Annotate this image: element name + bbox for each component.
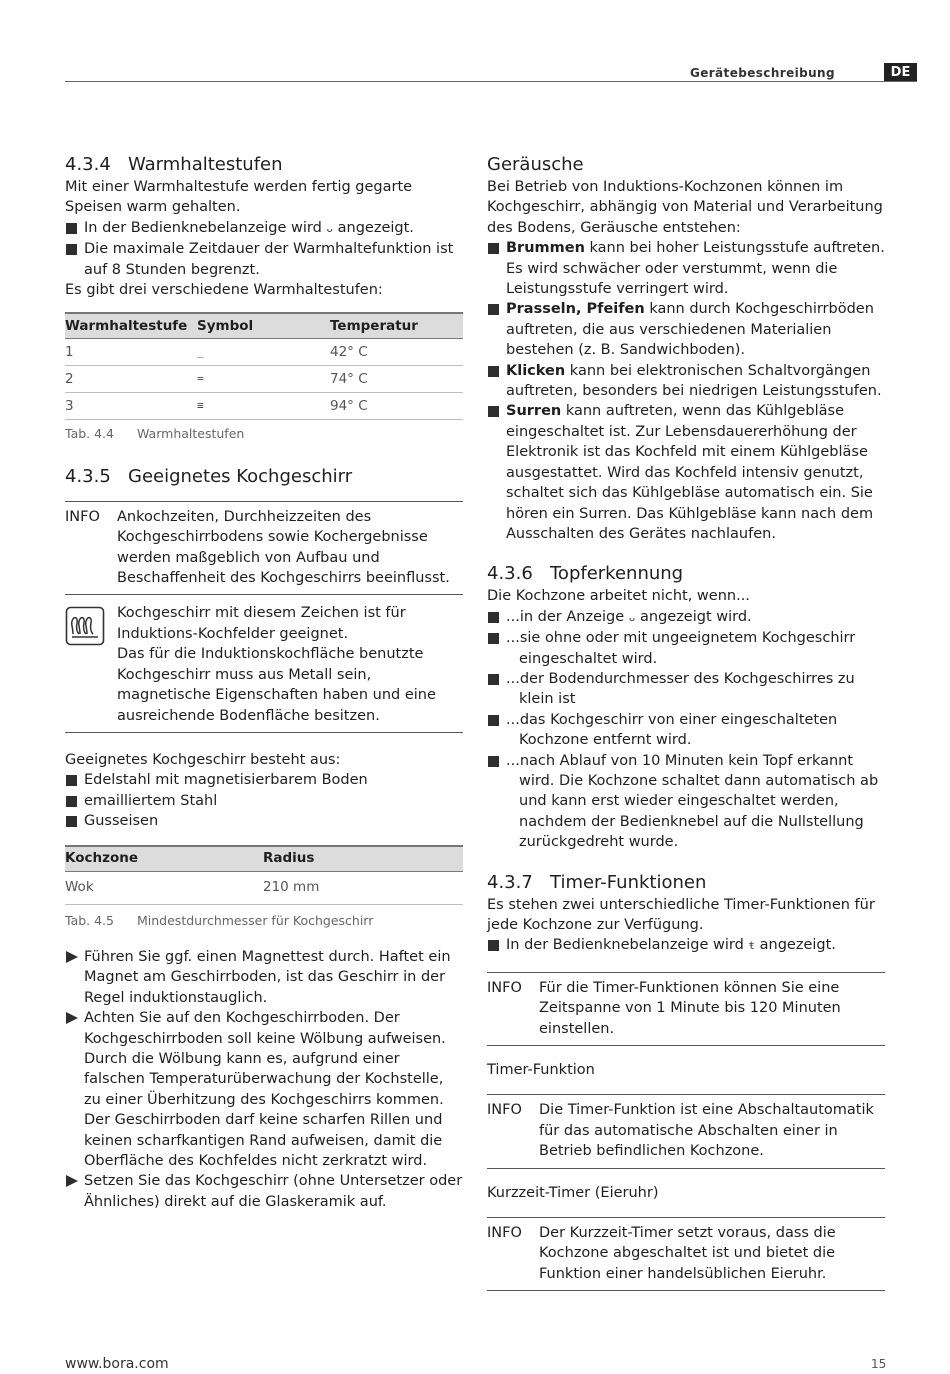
list-item: ...in der Anzeige ᴗ angezeigt wird. — [487, 607, 885, 628]
list-item: Achten Sie auf den Kochgeschirrboden. Der Kochgeschirrboden soll keine Wölbung aufweisen. Durch die Wölbung kann es, aufgrund einer falschen Temperaturüberwachung der Kochstelle, zu einer Überhitzung des Kochgeschirrs kommen. Der Geschirrboden darf keine scharfen Rillen und keinen scharfkantigen Rand aufweisen, damit die Oberfläche des Kochfeldes nicht zerkratzt wird. — [65, 1008, 463, 1171]
list-item: In der Bedienknebelanzeige wird ŧ angezeigt. — [487, 935, 885, 956]
info-box — [487, 972, 885, 1046]
heading-timer-funktionen: 4.3.7 Timer-Funktionen — [487, 871, 707, 893]
warmhalte-symbol-icon: ᴗ — [326, 221, 334, 235]
topferkennung-list — [487, 607, 885, 853]
list-item: ...der Bodendurchmesser des Kochgeschirres zu klein ist — [487, 669, 885, 710]
left-column — [65, 153, 463, 1212]
list-item: ...das Kochgeschirr von einer eingeschalteten Kochzone entfernt wird. — [487, 710, 885, 751]
list-item: Brummen kann bei hoher Leistungsstufe auftreten. Es wird schwächer oder verstummt, wenn die Leistungsstufe verringert wird. — [487, 238, 885, 299]
heading-geraeusche: Geräusche — [487, 154, 584, 175]
table-row: 1 _ 42° C — [65, 339, 463, 366]
table-header: Symbol — [197, 313, 330, 339]
table-row: Wok 210 mm — [65, 871, 463, 904]
warmhalte-outro: Es gibt drei verschiedene Warmhaltestufen: — [65, 282, 383, 299]
material-list — [65, 770, 463, 831]
table-header: Kochzone — [65, 846, 263, 872]
info-label: INFO — [487, 1102, 522, 1119]
subheading-timer-funktion: Timer-Funktion — [487, 1062, 595, 1079]
list-item: emailliertem Stahl — [65, 791, 463, 811]
list-item: Prasseln, Pfeifen kann durch Kochgeschirrböden auftreten, die aus verschiedenen Materialien bestehen (z. B. Sandwichboden). — [487, 299, 885, 360]
list-item: ...sie ohne oder mit ungeeignetem Kochgeschirr eingeschaltet wird. — [487, 628, 885, 669]
timer-bullets — [487, 935, 885, 956]
heading-topferkennung: 4.3.6 Topferkennung — [487, 563, 684, 585]
info-label: INFO — [65, 508, 100, 525]
subheading-kurzzeit-timer: Kurzzeit-Timer (Eieruhr) — [487, 1184, 659, 1201]
timer-intro: Es stehen zwei unterschiedliche Timer-Funktionen für jede Kochzone zur Verfügung. — [487, 896, 875, 933]
topferkennung-intro: Die Kochzone arbeitet nicht, wenn... — [487, 588, 750, 605]
list-item: Surren kann auftreten, wenn das Kühlgebläse eingeschaltet ist. Zur Lebensdauererhöhung der Elektronik ist das Kochfeld mit einem Kühlgebläse ausgestattet. Wird das Kochfeld intensiv genutzt, schaltet sich das Kühlgebläse automatisch ein. Sie hören ein Surren. Das Kühlgebläse kann nach dem Ausschalten des Gerätes nachlaufen. — [487, 401, 885, 544]
noise-list — [487, 238, 885, 544]
pot-detection-icon: ᴗ — [628, 610, 636, 624]
induction-note-text-2: Das für die Induktionskochfläche benutzte Kochgeschirr muss aus Metall sein, magnetische Eigenschaften haben und eine ausreichende Bodenfläche besitzen. — [117, 646, 436, 724]
right-column — [487, 153, 885, 1291]
cookware-consists: Geeignetes Kochgeschirr besteht aus: — [65, 751, 341, 768]
footer-url[interactable]: www.bora.com — [65, 1356, 169, 1372]
info-text: Für die Timer-Funktionen können Sie eine Zeitspanne von 1 Minute bis 120 Minuten einstellen. — [539, 979, 841, 1037]
kochzone-table — [65, 845, 463, 905]
table-row: 3 ≡ 94° C — [65, 393, 463, 420]
header-section-title: Gerätebeschreibung — [689, 66, 835, 80]
induction-note — [65, 598, 463, 732]
instruction-steps — [65, 947, 463, 1212]
info-text: Ankochzeiten, Durchheizzeiten des Kochgeschirrbodens sowie Kochergebnisse werden maßgeblich von Aufbau und Beschaffenheit des Kochgeschirrs beeinflusst. — [117, 508, 450, 587]
info-text: Der Kurzzeit-Timer setzt voraus, dass die Kochzone abgeschaltet ist und bietet die Funktion einer handelsüblichen Eieruhr. — [539, 1225, 836, 1282]
language-badge: DE — [884, 63, 917, 82]
table-caption: Tab. 4.4 Warmhaltestufen — [65, 426, 245, 442]
info-box — [65, 501, 463, 596]
list-item: Klicken kann bei elektronischen Schaltvorgängen auftreten, besonders bei niedrigen Leistungsstufen. — [487, 361, 885, 402]
list-item: Edelstahl mit magnetisierbarem Boden — [65, 770, 463, 790]
table-header: Warmhaltestufe — [65, 313, 197, 339]
level-1-icon: _ — [197, 339, 330, 366]
heading-warmhaltestufen: 4.3.4 Warmhaltestufen — [65, 154, 283, 175]
timer-symbol-icon: ŧ — [748, 939, 756, 953]
table-caption: Tab. 4.5 Mindestdurchmesser für Kochgeschirr — [65, 912, 374, 928]
induction-coil-icon — [65, 603, 117, 725]
info-box — [487, 1094, 885, 1168]
table-header: Radius — [263, 846, 463, 872]
warmhalte-bullets — [65, 218, 463, 280]
warmhalte-table — [65, 312, 463, 420]
heading-geeignetes-kochgeschirr: 4.3.5 Geeignetes Kochgeschirr — [65, 465, 353, 487]
info-box — [487, 1217, 885, 1291]
list-item: Die maximale Zeitdauer der Warmhaltefunktion ist auf 8 Stunden begrenzt. — [65, 239, 463, 280]
table-header: Temperatur — [330, 313, 463, 339]
induction-note-text-1: Kochgeschirr mit diesem Zeichen ist für Induktions-Kochfelder geeignet. — [117, 605, 406, 642]
header-divider — [65, 81, 917, 82]
info-label: INFO — [487, 979, 522, 996]
table-row: 2 = 74° C — [65, 366, 463, 393]
list-item: Setzen Sie das Kochgeschirr (ohne Untersetzer oder Ähnliches) direkt auf die Glaskeramik auf. — [65, 1171, 463, 1212]
info-text: Die Timer-Funktion ist eine Abschaltautomatik für das automatische Abschalten einer in Betrieb befindlichen Kochzone. — [539, 1102, 874, 1160]
noise-intro: Bei Betrieb von Induktions-Kochzonen können im Kochgeschirr, abhängig von Material und Verarbeitung des Bodens, Geräusche entstehen: — [487, 179, 883, 236]
level-2-icon: = — [197, 366, 330, 393]
list-item: ...nach Ablauf von 10 Minuten kein Topf erkannt wird. Die Kochzone schaltet dann automatisch ab und kann erst wieder eingeschaltet werden, nachdem der Bedienknebel auf die Nullstellung zurückgedreht wurde. — [487, 751, 885, 853]
level-3-icon: ≡ — [197, 393, 330, 420]
info-label: INFO — [487, 1225, 522, 1242]
warmhalte-intro: Mit einer Warmhaltestufe werden fertig gegarte Speisen warm gehalten. — [65, 179, 413, 216]
page-number: 15 — [871, 1357, 887, 1371]
list-item: Führen Sie ggf. einen Magnettest durch. Haftet ein Magnet am Geschirrboden, ist das Geschirr in der Regel induktionstauglich. — [65, 947, 463, 1008]
list-item: In der Bedienknebelanzeige wird ᴗ angezeigt. — [65, 218, 463, 239]
list-item: Gusseisen — [65, 811, 463, 831]
